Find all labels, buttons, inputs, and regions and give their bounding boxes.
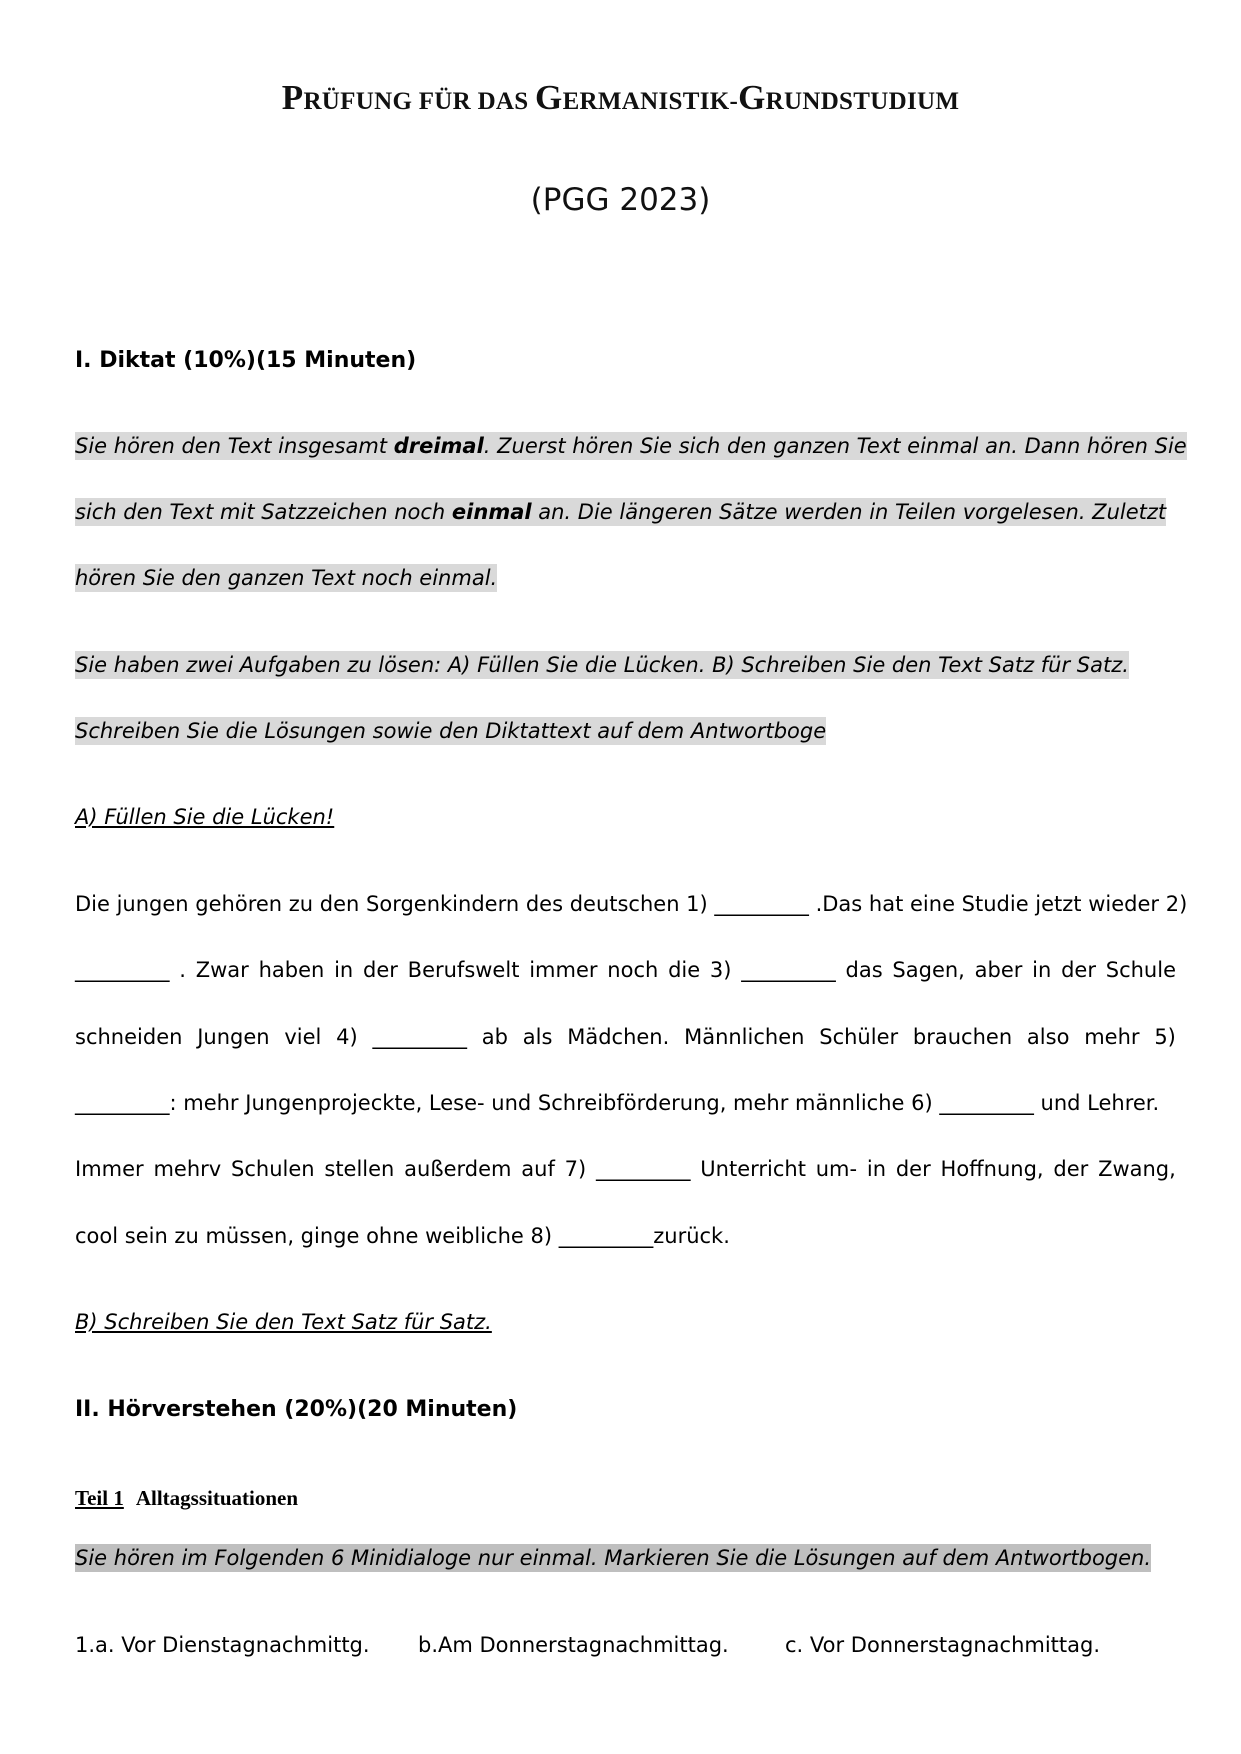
- cloze-word: viel: [284, 1025, 322, 1049]
- cloze-word: 7): [564, 1157, 587, 1181]
- task-b-heading: [75, 1310, 492, 1334]
- cloze-word: Hoffnung,: [940, 1157, 1044, 1181]
- title-part: G: [535, 78, 563, 117]
- exam-subtitle: (PGG 2023): [530, 182, 711, 218]
- cloze-line-5: [75, 1157, 1176, 1181]
- cloze-word: Immer: [75, 1157, 144, 1181]
- cloze-line-3: [75, 1025, 1176, 1049]
- teil-title: Alltagssituationen: [135, 1486, 299, 1510]
- cloze-line-6: cool sein zu müssen, ginge ohne weibliche 8) _________zurück.: [75, 1224, 730, 1248]
- instruction-line: [75, 500, 1166, 524]
- cloze-word: Berufswelt: [407, 958, 520, 982]
- task-b-label: B) Schreiben Sie den Text Satz für Satz.: [75, 1310, 492, 1334]
- cloze-word: mehr: [1084, 1025, 1140, 1049]
- cloze-line-4: _________: mehr Jungenprojeckte, Lese- und Schreibförderung, mehr männliche 6) _________ und Lehrer.: [75, 1091, 1160, 1115]
- cloze-word: haben: [258, 958, 325, 982]
- cloze-word: Zwar: [195, 958, 249, 982]
- instruction-text: Schreiben Sie die Lösungen sowie den Diktattext auf dem Antwortboge: [75, 719, 827, 743]
- cloze-word: Männlichen: [684, 1025, 805, 1049]
- cloze-word: als: [522, 1025, 553, 1049]
- instruction-text: Sie hören den Text insgesamt: [75, 434, 394, 458]
- instruction-line: [75, 653, 1129, 677]
- section-1-heading: I. Diktat (10%)(15 Minuten): [75, 348, 417, 373]
- cloze-word: _________: [741, 958, 836, 982]
- question-1-option-b: b.Am Donnerstagnachmittag.: [418, 1633, 729, 1657]
- cloze-word: 3): [709, 958, 732, 982]
- cloze-word: Schule: [1105, 958, 1176, 982]
- cloze-word: _________: [75, 958, 170, 982]
- cloze-word: Sagen,: [892, 958, 965, 982]
- cloze-word: auf: [521, 1157, 555, 1181]
- question-1-option-c: c. Vor Donnerstagnachmittag.: [785, 1633, 1101, 1657]
- title-part: ERMANISTIK-: [562, 88, 739, 115]
- instruction-text: an. Die längeren Sätze werden in Teilen vorgelesen. Zuletzt: [531, 500, 1167, 524]
- cloze-word: das: [845, 958, 883, 982]
- instruction-text: . Zuerst hören Sie sich den ganzen Text einmal an. Dann hören Sie: [483, 434, 1187, 458]
- instruction-text: Sie hören im Folgenden 6 Minidialoge nur einmal. Markieren Sie die Lösungen auf dem Antwortbogen.: [75, 1546, 1152, 1570]
- cloze-word: noch: [607, 958, 659, 982]
- instruction-line: [75, 434, 1187, 458]
- title-part: RÜFUNG FÜR DAS: [303, 88, 536, 115]
- cloze-word: 5): [1154, 1025, 1176, 1049]
- section-2-instruction: [75, 1546, 1151, 1570]
- instruction-text: hören Sie den ganzen Text noch einmal.: [75, 566, 498, 590]
- task-a-heading: [75, 805, 334, 829]
- cloze-word: der: [1053, 1157, 1089, 1181]
- cloze-word: .: [179, 958, 186, 982]
- instruction-line: [75, 719, 826, 743]
- cloze-word: _________: [372, 1025, 468, 1049]
- cloze-word: Zwang,: [1098, 1157, 1176, 1181]
- cloze-word: also: [1026, 1025, 1070, 1049]
- cloze-word: in: [866, 1157, 887, 1181]
- cloze-word: schneiden: [75, 1025, 183, 1049]
- instruction-text: sich den Text mit Satzzeichen noch: [75, 500, 452, 524]
- cloze-word: mehrv: [153, 1157, 222, 1181]
- cloze-line-1: Die jungen gehören zu den Sorgenkindern des deutschen 1) _________ .Das hat eine Studie jetzt wieder 2): [75, 892, 1188, 916]
- cloze-word: aber: [974, 958, 1023, 982]
- cloze-word: um-: [815, 1157, 858, 1181]
- cloze-word: Jungen: [197, 1025, 270, 1049]
- section-2-heading: II. Hörverstehen (20%)(20 Minuten): [75, 1397, 518, 1422]
- cloze-word: der: [363, 958, 398, 982]
- title-part: RUNDSTUDIUM: [765, 88, 960, 115]
- task-a-label: A) Füllen Sie die Lücken!: [75, 805, 335, 829]
- cloze-word: ab: [481, 1025, 508, 1049]
- cloze-word: immer: [529, 958, 598, 982]
- cloze-word: der: [1061, 958, 1096, 982]
- teil-1-heading: [75, 1486, 298, 1511]
- instruction-emphasis: einmal: [451, 500, 532, 524]
- cloze-word: 4): [336, 1025, 358, 1049]
- exam-title: [0, 78, 1241, 118]
- cloze-word: in: [334, 958, 354, 982]
- cloze-word: die: [668, 958, 701, 982]
- instruction-text: Sie haben zwei Aufgaben zu lösen: A) Füllen Sie die Lücken. B) Schreiben Sie den Text Satz für Satz.: [75, 653, 1129, 677]
- cloze-word: der: [895, 1157, 931, 1181]
- cloze-word: Schulen: [231, 1157, 315, 1181]
- cloze-word: außerdem: [404, 1157, 512, 1181]
- teil-label: Teil 1: [75, 1486, 124, 1510]
- cloze-word: brauchen: [912, 1025, 1013, 1049]
- cloze-word: in: [1032, 958, 1052, 982]
- cloze-word: stellen: [324, 1157, 395, 1181]
- instruction-line: [75, 566, 497, 590]
- title-part: G: [738, 78, 766, 117]
- cloze-word: _________: [596, 1157, 691, 1181]
- cloze-word: Unterricht: [700, 1157, 806, 1181]
- instruction-emphasis: dreimal: [393, 434, 484, 458]
- title-part: P: [281, 78, 304, 117]
- cloze-word: Schüler: [819, 1025, 899, 1049]
- question-1-option-a: 1.a. Vor Dienstagnachmittg.: [75, 1633, 370, 1657]
- cloze-line-2: [75, 958, 1176, 982]
- cloze-word: Mädchen.: [567, 1025, 670, 1049]
